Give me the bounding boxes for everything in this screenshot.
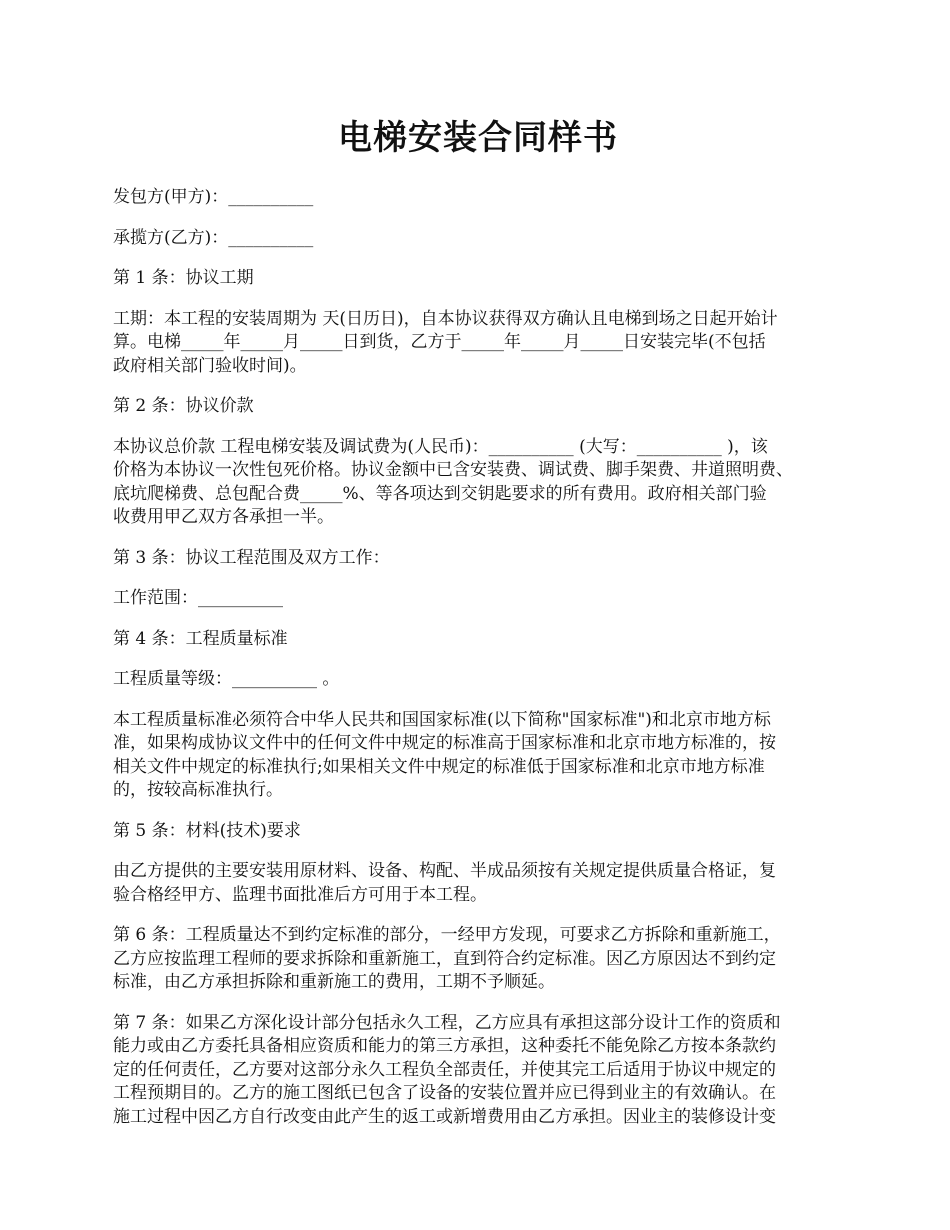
text-line: 第 3 条：协议工程范围及双方工作： [113, 547, 390, 568]
paragraph [113, 709, 843, 803]
text-line: 第 1 条：协议工期 [113, 268, 254, 288]
text-line: 工期：本工程的安装周期为 天(日历日)，自本协议获得双方确认且电梯到场之日起开始计 [113, 308, 778, 329]
text-line: 政府相关部门验收时间)。 [113, 355, 307, 376]
paragraph [113, 308, 843, 379]
text-line: 工作范围：__________ [113, 588, 283, 608]
text-line: 承揽方(乙方)：__________ [113, 227, 314, 248]
text-line: 发包方(甲方)：__________ [113, 187, 314, 207]
text-line: 定的任何责任，乙方要对这部分永久工程负全部责任，并使其完工后适用于协议中规定的 [113, 1059, 776, 1080]
text-line: 算。电梯_____年_____月_____日到货，乙方于_____年_____月_____日安装完毕(不包括 [113, 332, 766, 352]
text-line: 施工过程中因乙方自行改变由此产生的返工或新增费用由乙方承担。因业主的装修设计变 [113, 1106, 776, 1127]
paragraph [113, 227, 843, 251]
text-line: 底坑爬梯费、总包配合费_____%、等各项达到交钥匙要求的所有费用。政府相关部门验 [113, 483, 767, 504]
text-line: 由乙方提供的主要安装用原材料、设备、构配、半成品须按有关规定提供质量合格证，复 [113, 861, 776, 881]
text-line: 验合格经甲方、监理书面批准后方可用于本工程。 [113, 884, 487, 905]
text-line: 准，如果构成协议文件中的任何文件中规定的标准高于国家标准和北京市地方标准的，按 [113, 733, 776, 753]
text-line: 第 6 条：工程质量达不到约定标准的部分，一经甲方发现，可要求乙方拆除和重新施工， [113, 925, 781, 945]
text-line: 本工程质量标准必须符合中华人民共和国国家标准(以下简称"国家标准")和北京市地方标 [113, 709, 771, 730]
paragraph [113, 628, 843, 652]
paragraph [113, 860, 843, 907]
paragraph [113, 820, 843, 844]
paragraph [113, 267, 843, 291]
text-line: 工程预期目的。乙方的施工图纸已包含了设备的安装位置并应已得到业主的有效确认。在 [113, 1083, 776, 1103]
paragraph [113, 395, 843, 419]
text-line: 的，按较高标准执行。 [113, 780, 283, 800]
text-line: 价格为本协议一次性包死价格。协议金额中已含安装费、调试费、脚手架费、井道照明费、 [113, 460, 793, 480]
text-line: 工程质量等级：__________ 。 [113, 669, 340, 689]
document-body [113, 186, 843, 1129]
paragraph [113, 186, 843, 210]
text-line: 收费用甲乙双方各承担一半。 [113, 507, 334, 527]
text-line: 第 7 条：如果乙方深化设计部分包括永久工程，乙方应具有承担这部分设计工作的资质和 [113, 1012, 781, 1033]
text-line: 相关文件中规定的标准执行;如果相关文件中规定的标准低于国家标准和北京市地方标准 [113, 756, 765, 777]
text-line: 本协议总价款 工程电梯安装及调试费为(人民币)：__________ (大写：__________ )，该 [113, 436, 768, 457]
text-line: 第 4 条：工程质量标准 [113, 628, 288, 649]
paragraph [113, 924, 843, 995]
text-line: 乙方应按监理工程师的要求拆除和重新施工，直到符合约定标准。因乙方原因达不到约定 [113, 948, 776, 969]
paragraph [113, 436, 843, 530]
document-page [113, 110, 843, 1146]
document-title: 电梯安装合同样书 [338, 118, 618, 158]
text-line: 第 5 条：材料(技术)要求 [113, 820, 301, 841]
text-line: 标准，由乙方承担拆除和重新施工的费用，工期不予顺延。 [113, 972, 555, 992]
paragraph [113, 668, 843, 692]
text-line: 第 2 条：协议价款 [113, 396, 254, 416]
text-line: 能力或由乙方委托具备相应资质和能力的第三方承担，这种委托不能免除乙方按本条款约 [113, 1036, 776, 1056]
paragraph [113, 547, 843, 571]
paragraph [113, 587, 843, 611]
paragraph [113, 1012, 843, 1130]
